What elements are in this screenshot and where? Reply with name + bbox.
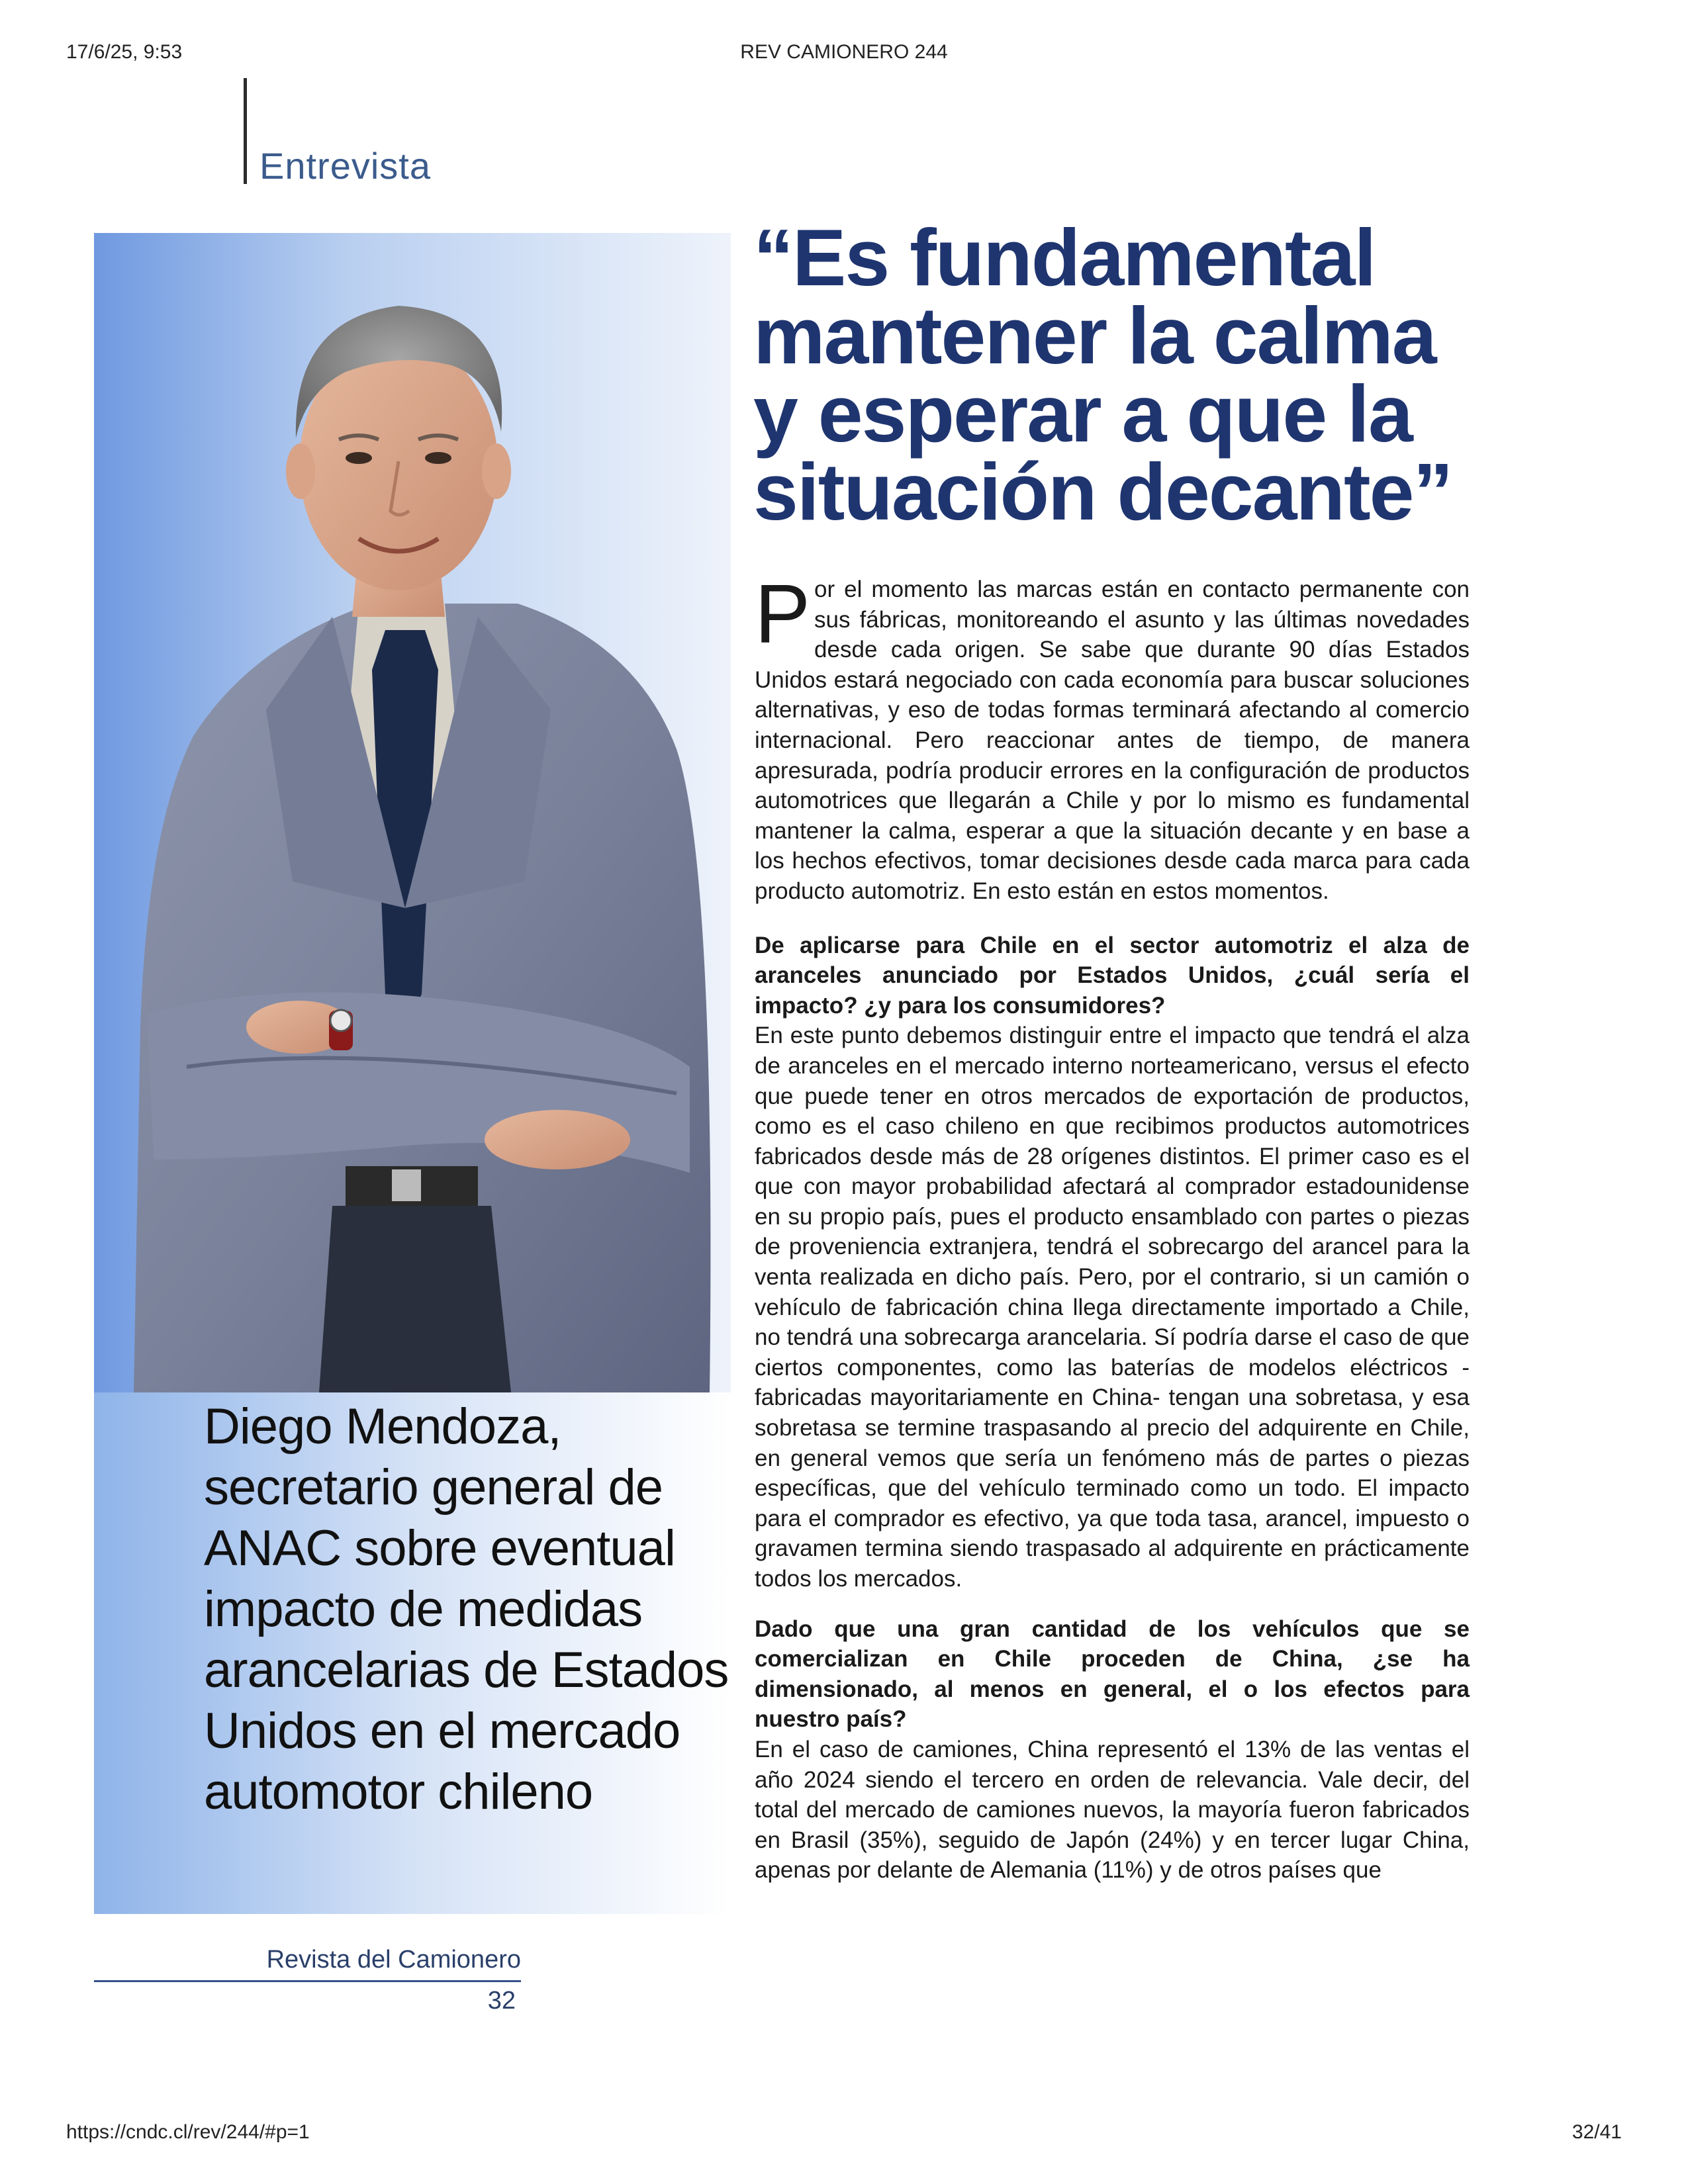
question-1: De aplicarse para Chile en el sector automotriz el alza de aranceles anunciado por Estados Unidos, ¿cuál sería el impacto? ¿y para los consumidores? <box>755 932 1470 1019</box>
article-body <box>755 567 1470 1886</box>
answer-1: En este punto debemos distinguir entre el impacto que tendrá el alza de aranceles en el mercado interno norteamericano, versus el efecto que puede tener en otros mercados de exportación de productos, como es el caso chileno en que recibimos productos automotrices fabricados desde más de 28 orígenes distintos. El primer caso es el que con mayor probabilidad afectará al comprador estadounidense en su propio país, pues el producto ensamblado con partes o piezas de proveniencia extranjera, tendrá el sobrecargo del arancel para la venta realizada en dicho país. Pero, por el contrario, si un camión o vehículo de fabricación china llega directamente importado a Chile, no tendrá una sobrecarga arancelaria. Sí podría darse el caso de que ciertos componentes, como las baterías de modelos eléctricos -fabricadas mayoritariamente en China- tengan una sobretasa, y esa sobretasa se termine traspasando al precio del adquirente en Chile, en general vemos que sería un fenómeno más de partes o piezas específicas, que del vehículo terminado como un todo. El impacto para el comprador es efectivo, ya que toda tasa, arancel, impuesto o gravamen termina siendo traspasado al adquirente en prácticamente todos los mercados. <box>755 1023 1470 1592</box>
drop-cap: P <box>755 567 811 660</box>
portrait-photo <box>94 233 731 1392</box>
portrait-illustration <box>94 233 731 1392</box>
print-document-title: REV CAMIONERO 244 <box>740 41 948 63</box>
section-rule <box>244 78 247 184</box>
print-date: 17/6/25, 9:53 <box>66 41 183 63</box>
print-header <box>0 41 1688 74</box>
intro-paragraph: Por el momento las marcas están en contacto permanente con sus fábricas, monitoreando el asunto y las últimas novedades desde cada origen. Se sabe que durante 90 días Estados Unidos estará negociado con cada economía para buscar soluciones alternativas, y eso de todas formas terminará afectando al comercio internacional. Pero reaccionar antes de tiempo, de manera apresurada, podría producir errores en la configuración de productos automotrices que llegarán a Chile y por lo mismo es fundamental mantener la calma, esperar a que la situación decante y en base a los hechos efectivos, tomar decisiones desde cada marca para cada producto automotriz. En esto están en estos momentos. <box>755 567 1470 904</box>
photo-caption: Diego Mendoza, secretario general de ANAC sobre eventual impacto de medidas arancelarias de Estados Unidos en el mercado automotor chileno <box>204 1398 729 1820</box>
print-page-count: 32/41 <box>1571 2121 1622 2143</box>
answer-2: En el caso de camiones, China representó el 13% de las ventas el año 2024 siendo el tercero en orden de relevancia. Vale decir, del total del mercado de camiones nuevos, la mayoría fueron fabricados en Brasil (35%), seguido de Japón (24%) y en tercer lugar China, apenas por delante de Alemania (11%) y de otros países que <box>755 1736 1470 1884</box>
print-url: https://cndc.cl/rev/244/#p=1 <box>66 2121 310 2143</box>
print-footer <box>0 2121 1688 2154</box>
section-label: Entrevista <box>259 145 431 187</box>
article-headline: “Es fundamental mantener la calma y esperar a que la situación decante” <box>753 212 1452 537</box>
footer-rule <box>94 1980 521 1982</box>
magazine-title: Revista del Camionero <box>266 1946 521 1974</box>
question-2: Dado que una gran cantidad de los vehículos que se comercializan en Chile proceden de China, ¿se ha dimensionado, al menos en general, el o los efectos para nuestro país? <box>755 1615 1470 1733</box>
magazine-page-number: 32 <box>487 1987 516 2015</box>
